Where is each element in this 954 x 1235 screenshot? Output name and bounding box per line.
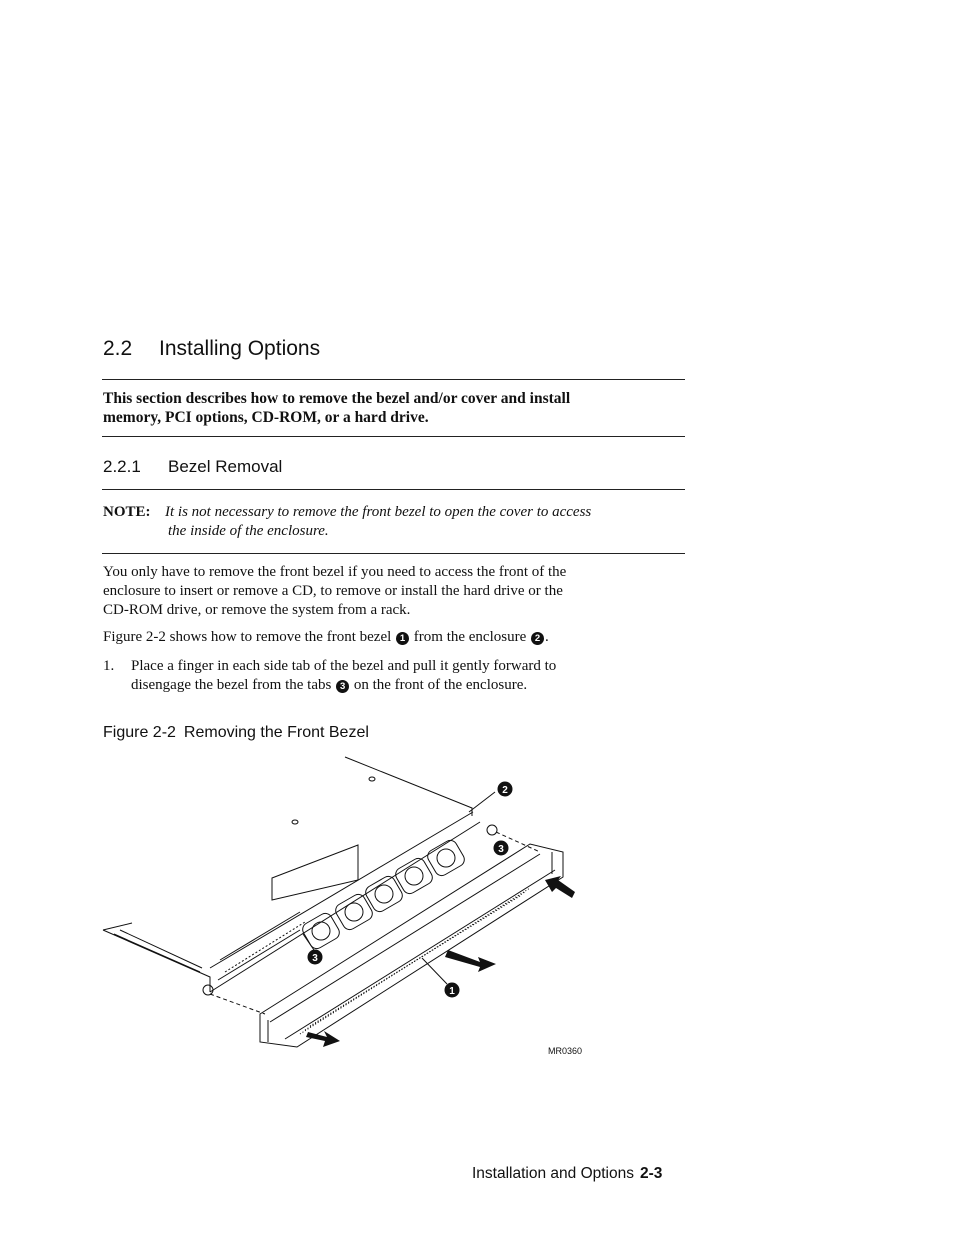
push-arrow (306, 1031, 340, 1047)
callout-badge: 2 (531, 632, 544, 645)
enclosure-tab (203, 985, 213, 995)
footer-text: Installation and Options (472, 1165, 634, 1182)
divider (102, 489, 685, 490)
note-text: the inside of the enclosure. (168, 523, 329, 539)
figure-id-code: MR0360 (548, 1046, 583, 1056)
leader-line (469, 792, 495, 812)
note-block (103, 503, 688, 541)
body-paragraph (103, 628, 683, 647)
procedure-step (103, 657, 683, 695)
intro-line: This section describes how to remove the bezel and/or cover and install (103, 390, 571, 407)
intro-line: memory, PCI options, CD-ROM, or a hard drive. (103, 409, 429, 426)
callout-badge: 1 (396, 632, 409, 645)
figure-callout-label: 3 (312, 953, 318, 964)
section-title: Installing Options (159, 337, 321, 360)
paragraph-text: from the enclosure (413, 629, 527, 645)
paragraph-text: Figure 2-2 shows how to remove the front bezel (103, 629, 392, 645)
figure-title: Removing the Front Bezel (183, 724, 369, 741)
leader-line (303, 934, 314, 950)
page-footer (472, 1165, 662, 1183)
cover-label (272, 845, 358, 900)
paragraph-line: CD-ROM drive, or remove the system from a rack. (103, 602, 411, 618)
page-number: 2-3 (640, 1165, 663, 1182)
note-text: It is not necessary to remove the front bezel to open the cover to access (165, 504, 592, 520)
enclosure-tab (487, 825, 497, 835)
fan-array (300, 838, 467, 951)
note-label: NOTE: (103, 504, 151, 520)
pull-arrow (445, 950, 496, 972)
step-text: on the front of the enclosure. (353, 677, 528, 693)
section-number: 2.2 (103, 337, 133, 360)
step-text: Place a finger in each side tab of the bezel and pull it gently forward to (131, 658, 557, 674)
enclosure-edge (103, 930, 210, 992)
figure-callout-label: 1 (449, 986, 455, 997)
subsection-number: 2.2.1 (103, 457, 141, 476)
step-text: disengage the bezel from the tabs (131, 677, 332, 693)
figure-callout-label: 2 (502, 785, 508, 796)
bezel-removal-figure (100, 752, 600, 1069)
enclosure-edge (345, 757, 472, 816)
paragraph-line: You only have to remove the front bezel if you need to access the front of the (103, 564, 567, 580)
subsection-title: Bezel Removal (168, 457, 283, 476)
paragraph-line: enclosure to insert or remove a CD, to remove or install the hard drive or the (103, 583, 563, 599)
body-paragraph (103, 563, 683, 620)
front-bezel (260, 844, 563, 1047)
figure-callout-label: 3 (498, 844, 504, 855)
figure-label: Figure 2-2 (103, 724, 176, 741)
divider (102, 553, 685, 554)
step-number: 1. (103, 658, 115, 674)
leader-line (422, 958, 447, 984)
section-heading (103, 337, 320, 361)
intro-paragraph (103, 389, 688, 427)
subsection-heading (103, 457, 282, 477)
figure-caption (103, 724, 369, 742)
enclosure-edge (103, 923, 132, 930)
divider (102, 379, 685, 380)
callout-badge: 3 (336, 680, 349, 693)
paragraph-text: . (545, 629, 549, 645)
divider (102, 436, 685, 437)
